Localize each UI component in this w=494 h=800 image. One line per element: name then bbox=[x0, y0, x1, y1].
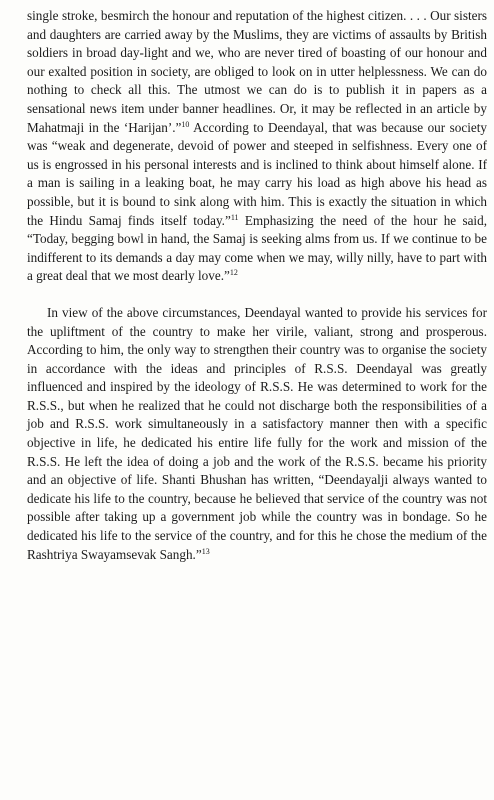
footnote-marker: 13 bbox=[201, 546, 210, 556]
text-run: In view of the above circumstances, Deendayal wanted to provide his services for the upliftment of the country to make her virile, valiant, strong and prosperous. According to him, the only way to strengthen their country was to organise the society in accordance with the ideas and principles of R.S.S. Deendayal was greatly influenced and inspired by the ideology of R.S.S. He was determined to work for the R.S.S., but when he realized that he could not discharge both the responsibilities of a job and R.S.S. work simultaneously in a satisfactory manner then with a specific objective in life, he dedicated his entire life fully for the work and mission of the R.S.S. He left the idea of doing a job and the work of the R.S.S. became his priority and an objective of life. Shanti Bhushan has written, “Deendayalji always wanted to dedicate his life to the country, because he believed that service of the country was not possible after taking up a government job while the country was in bondage. So he dedicated his life to the service of the country, and for this he chose the medium of the Rashtriya Swayamsevak Sangh.” bbox=[27, 304, 487, 562]
text-run: According to Deendayal, that was because our society was “weak and degenerate, devoid of power and steeped in selfishness. Every one of us is engrossed in his personal interests and is inclined to think about himself alone. If a man is sailing in a leaking boat, he may carry his load as high above his head as possible, but it is bound to sink along with him. This is exactly the situation in which the Hindu Samaj finds itself today.” bbox=[27, 119, 487, 228]
footnote-marker: 11 bbox=[230, 212, 239, 222]
footnote-marker: 12 bbox=[229, 268, 238, 278]
paragraph-deendayal-rss bbox=[27, 304, 487, 564]
text-run: Emphasizing the need of the hour he said, “Today, begging bowl in hand, the Samaj is seeking alms from us. If we continue to be indifferent to its demands a day may come when we may, willy nilly, have to part with a great deal that we most dearly love.” bbox=[27, 212, 487, 284]
footnote-marker: 10 bbox=[181, 119, 190, 129]
text-run: single stroke, besmirch the honour and reputation of the highest citizen. . . . Our sisters and daughters are carried away by the Muslims, they are victims of assaults by British soldiers in broad day-light and we, who are never tired of boasting of our honour and our exalted position in society, are obliged to look on in utter helplessness. We can do nothing to check all this. The utmost we can do is to publish it in papers as a sensational news item under banner headlines. Or, it may be reflected in an article by Mahatmaji in the ‘Harijan’.” bbox=[27, 8, 487, 135]
paragraph-quote-continuation bbox=[27, 7, 487, 286]
